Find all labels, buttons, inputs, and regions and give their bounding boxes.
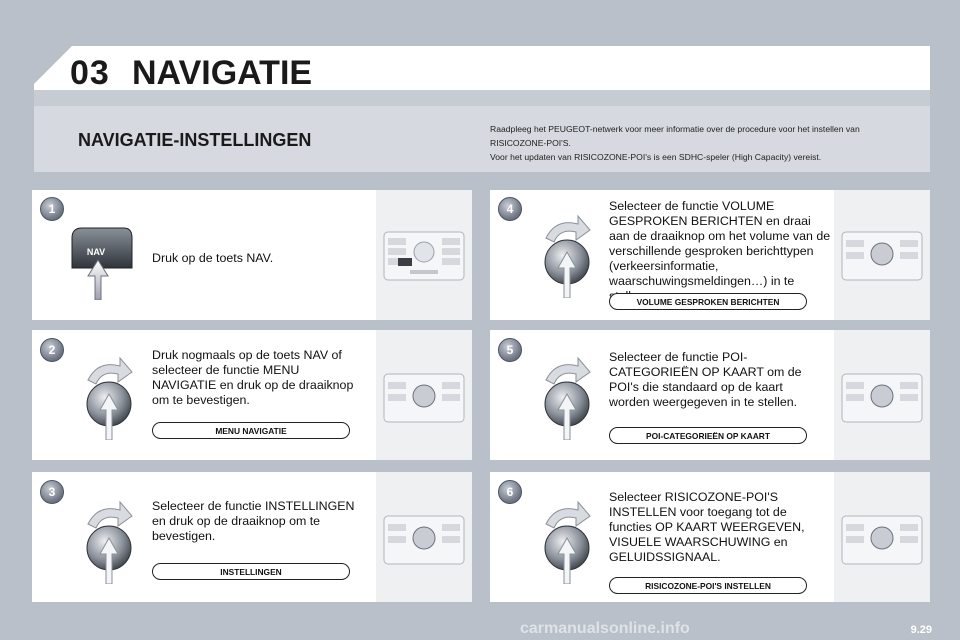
step-6-text: Selecteer RISICOZONE-POI'S INSTELLEN voor toegang tot de functies OP KAART WEERGEVEN, VISUELE WAARSCHUWING en GELUIDSSIGNAAL. xyxy=(609,490,805,564)
step-6-menu-label: RISICOZONE-POI'S INSTELLEN xyxy=(609,577,807,594)
rotary-knob-icon xyxy=(536,500,598,584)
page-number: 9.29 xyxy=(910,624,932,636)
note-1: Raadpleeg het PEUGEOT-netwerk voor meer informatie over de procedure voor het instellen van RISICOZONE-POI'S. xyxy=(490,124,860,148)
console-illustration xyxy=(840,512,924,568)
console-illustration xyxy=(840,228,924,284)
step-1-text: Druk op de toets NAV. xyxy=(152,251,274,265)
notes xyxy=(490,122,910,164)
step-3-text: Selecteer de functie INSTELLINGEN en druk op de draaiknop om te bevestigen. xyxy=(152,499,355,543)
rotary-knob-icon xyxy=(78,500,140,584)
console-illustration xyxy=(382,228,466,284)
step-4-menu-label: VOLUME GESPROKEN BERICHTEN xyxy=(609,293,807,310)
step-4-badge: 4 xyxy=(498,197,522,221)
watermark: carmanualsonline.info xyxy=(520,620,690,637)
console-illustration xyxy=(382,512,466,568)
nav-button-caption: NAV xyxy=(86,247,106,257)
nav-button-icon xyxy=(66,218,140,300)
note-2: Voor het updaten van RISICOZONE-POI's is een SDHC-speler (High Capacity) vereist. xyxy=(490,152,822,162)
rotary-knob-icon xyxy=(536,214,598,298)
step-5-menu-label: POI-CATEGORIEËN OP KAART xyxy=(609,427,807,444)
step-6-badge: 6 xyxy=(498,480,522,504)
step-4-text: Selecteer de functie VOLUME GESPROKEN BERICHTEN en draai aan de draaiknop om het volume van de verschillende gesproken berichttypen (verkeersinformatie, waarschuwingsmeldingen…) in te xyxy=(609,199,831,288)
rotary-knob-icon xyxy=(536,356,598,440)
step-2-text: Druk nogmaals op de toets NAV of selecteer de functie MENU NAVIGATIE en druk op de draaiknop om te bevestigen. xyxy=(152,348,354,407)
console-illustration xyxy=(382,370,466,426)
section-title: NAVIGATIE-INSTELLINGEN xyxy=(78,130,312,150)
step-3-badge: 3 xyxy=(40,480,64,504)
step-5-text: Selecteer de functie POI-CATEGORIEËN OP KAART om de POI's die standaard op de kaart worden weergegeven in te stellen. xyxy=(609,350,802,409)
step-2-badge: 2 xyxy=(40,338,64,362)
step-5-badge: 5 xyxy=(498,338,522,362)
step-2-menu-label: MENU NAVIGATIE xyxy=(152,422,350,439)
chapter-number: 03 xyxy=(70,54,110,92)
chapter-title: NAVIGATIE xyxy=(132,54,313,92)
step-1-badge: 1 xyxy=(40,197,64,221)
step-3-menu-label: INSTELLINGEN xyxy=(152,563,350,580)
rotary-knob-icon xyxy=(78,356,140,440)
console-illustration xyxy=(840,370,924,426)
